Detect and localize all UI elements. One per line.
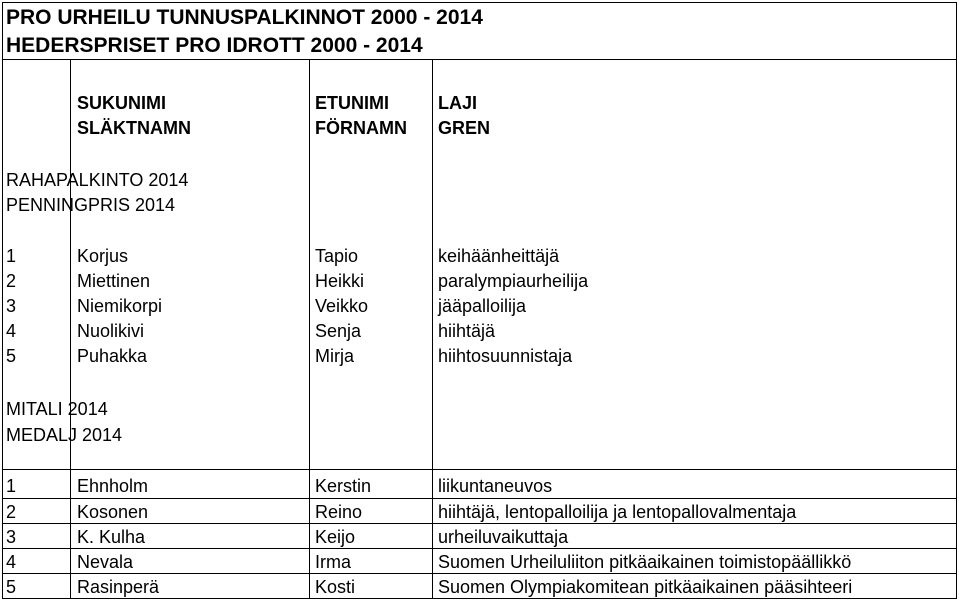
grid-line [2, 59, 957, 60]
sport: hiihtäjä, lentopalloilija ja lentopallovalmentaja [438, 502, 797, 522]
page-subtitle: HEDERSPRISET PRO IDROTT 2000 - 2014 [6, 34, 423, 57]
grid-line [2, 548, 957, 549]
column-header-lastname-sv: SLÄKTNAMN [77, 118, 191, 138]
column-header-lastname: SUKUNIMI [77, 93, 166, 113]
last-name: Ehnholm [77, 476, 149, 496]
last-name: Rasinperä [77, 577, 160, 597]
last-name: Puhakka [77, 346, 148, 366]
last-name: Nuolikivi [77, 321, 145, 341]
sport: jääpalloilija [438, 296, 527, 316]
row-number: 3 [6, 296, 17, 316]
section-heading-sv: PENNINGPRIS 2014 [6, 195, 176, 215]
grid-line [70, 59, 71, 599]
sport: urheiluvaikuttaja [438, 527, 569, 547]
grid-line [2, 573, 957, 574]
last-name: Miettinen [77, 271, 151, 291]
section-heading: MITALI 2014 [6, 399, 108, 419]
sport: hiihtosuunnistaja [438, 346, 573, 366]
grid-line [432, 59, 433, 599]
sport: Suomen Olympiakomitean pitkäaikainen pääsihteeri [438, 577, 853, 597]
sport: Suomen Urheiluliiton pitkäaikainen toimistopäällikkö [438, 552, 852, 572]
sport: paralympiaurheilija [438, 271, 589, 291]
first-name: Kosti [315, 577, 356, 597]
grid-line [309, 59, 310, 599]
last-name: Nevala [77, 552, 134, 572]
first-name: Mirja [315, 346, 354, 366]
last-name: Kosonen [77, 502, 149, 522]
first-name: Irma [315, 552, 351, 572]
section-heading: RAHAPALKINTO 2014 [6, 170, 189, 190]
row-number: 2 [6, 502, 17, 522]
first-name: Tapio [315, 246, 359, 266]
grid-line [2, 523, 957, 524]
column-header-firstname: ETUNIMI [315, 93, 389, 113]
sport: keihäänheittäjä [438, 246, 560, 266]
last-name: Niemikorpi [77, 296, 163, 316]
column-header-sport: LAJI [438, 93, 478, 113]
row-number: 5 [6, 577, 17, 597]
row-number: 4 [6, 321, 17, 341]
column-header-sport-sv: GREN [438, 118, 491, 138]
first-name: Veikko [315, 296, 369, 316]
first-name: Senja [315, 321, 362, 341]
section-heading-sv: MEDALJ 2014 [6, 425, 123, 445]
column-header-firstname-sv: FÖRNAMN [315, 118, 407, 138]
last-name: Korjus [77, 246, 129, 266]
first-name: Keijo [315, 527, 356, 547]
sport: hiihtäjä [438, 321, 496, 341]
row-number: 2 [6, 271, 17, 291]
grid-line [2, 469, 957, 470]
row-number: 1 [6, 476, 17, 496]
row-number: 4 [6, 552, 17, 572]
sport: liikuntaneuvos [438, 476, 553, 496]
grid-line [2, 498, 957, 499]
last-name: K. Kulha [77, 527, 146, 547]
first-name: Heikki [315, 271, 365, 291]
row-number: 3 [6, 527, 17, 547]
page-title: PRO URHEILU TUNNUSPALKINNOT 2000 - 2014 [6, 6, 483, 29]
row-number: 1 [6, 246, 17, 266]
first-name: Reino [315, 502, 363, 522]
row-number: 5 [6, 346, 17, 366]
first-name: Kerstin [315, 476, 372, 496]
